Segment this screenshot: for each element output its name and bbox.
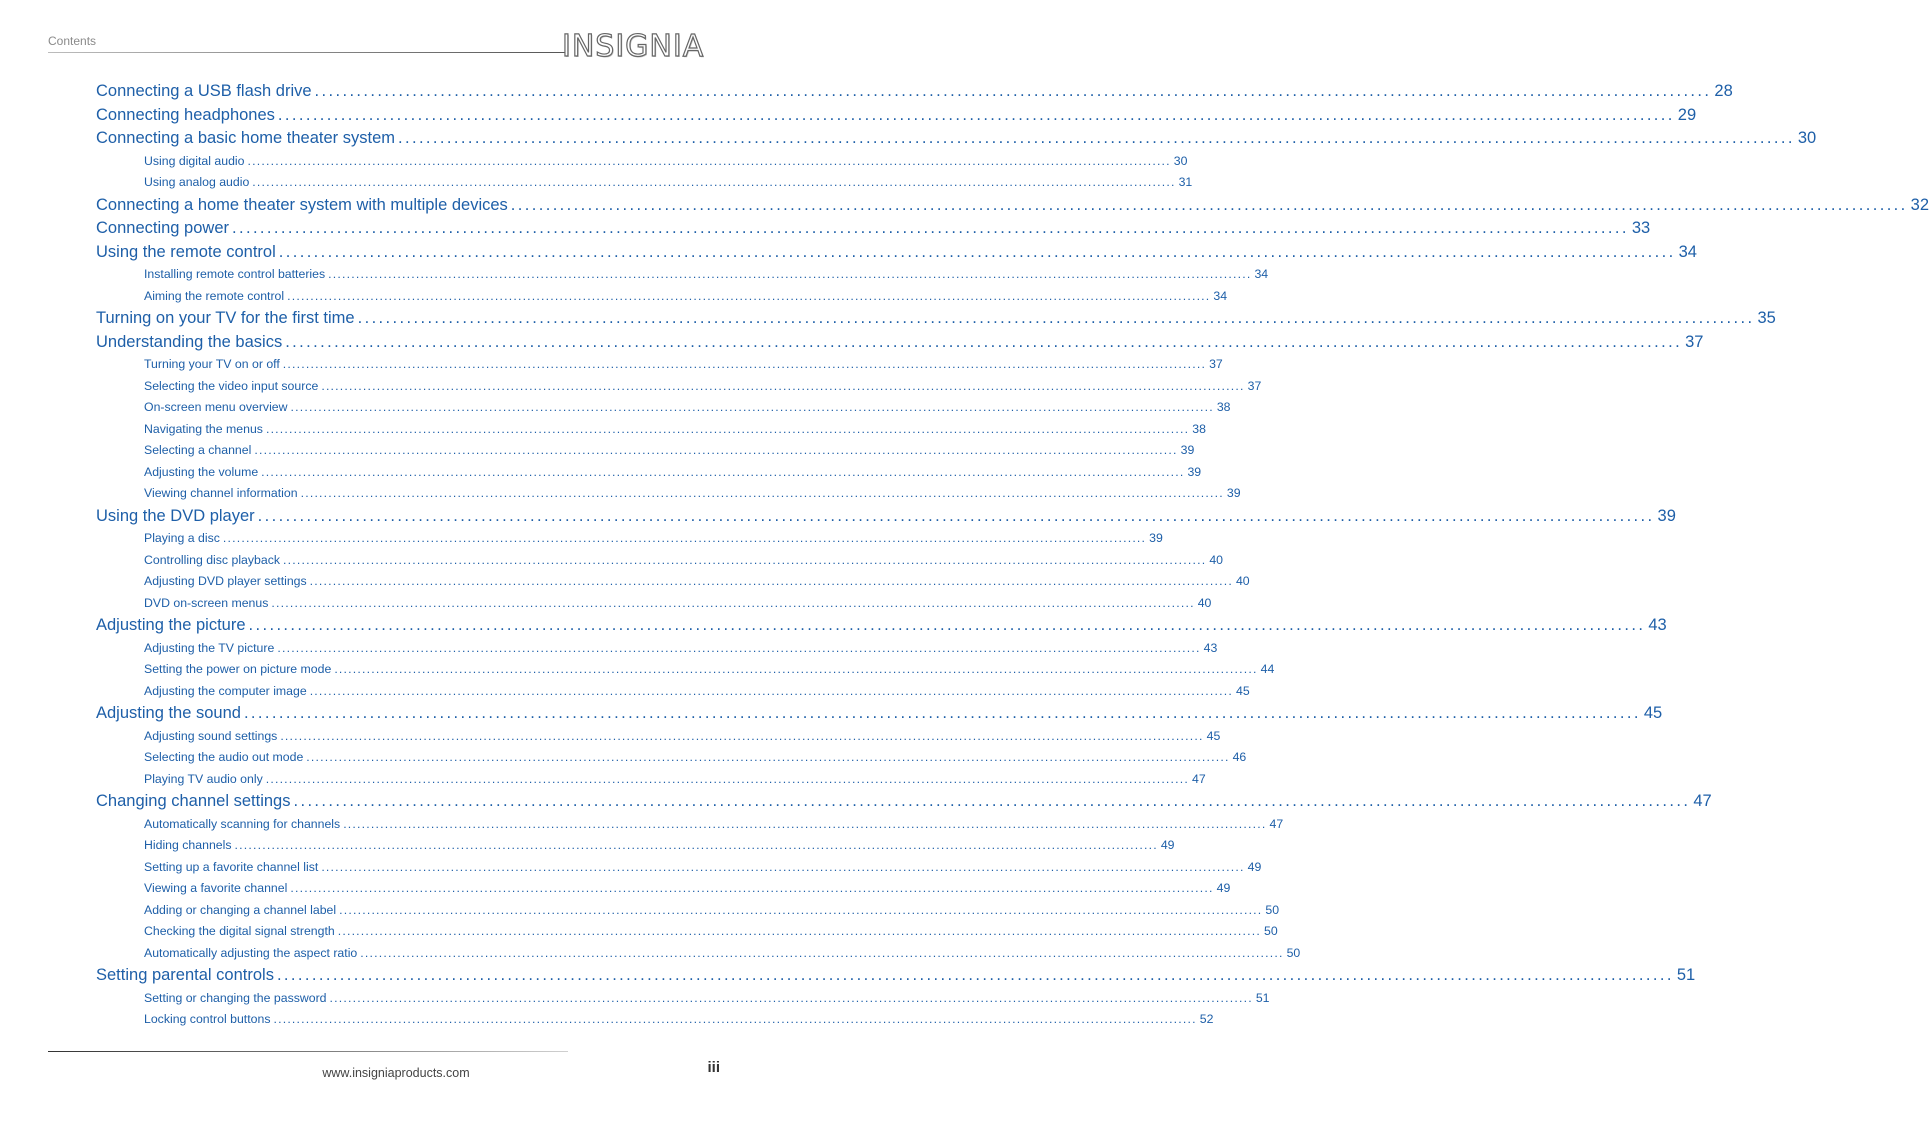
toc-entry-subsection[interactable] [96,571,1250,593]
dot-leader: ........................................................................................................................................................................................................ [261,464,1185,479]
dot-leader: ........................................................................................................................................................................................................ [280,728,1204,743]
toc-entry-page: 40 [1235,574,1250,588]
toc-entry-subsection[interactable] [96,726,1221,748]
toc-entry-page: 35 [1757,309,1776,327]
toc-entry-subsection[interactable] [96,921,1278,943]
dot-leader: ........................................................................................................................................................................................................ [278,242,1676,261]
toc-entry-subsection[interactable] [96,528,1163,550]
toc-entry-subsection[interactable] [96,814,1284,836]
toc-entry-section[interactable] [96,217,1651,241]
toc-entry-subsection[interactable] [96,172,1193,194]
toc-entry-title: Playing a disc [144,531,220,545]
toc-entry-page: 39 [1149,531,1163,545]
dot-leader: ........................................................................................................................................................................................................ [257,506,1655,525]
toc-entry-section[interactable] [96,790,1712,814]
toc-entry-page: 29 [1677,105,1697,124]
toc-entry-subsection[interactable] [96,857,1262,879]
toc-entry-subsection[interactable] [96,638,1218,660]
toc-entry-title: Adjusting sound settings [144,728,278,743]
toc-entry-subsection[interactable] [96,878,1231,900]
dot-leader: ........................................................................................................................................................................................................ [334,662,1258,676]
toc-entry-page: 50 [1265,902,1280,917]
dot-leader: ........................................................................................................................................................................................................ [357,309,1755,327]
toc-entry-page: 39 [1187,464,1202,479]
dot-leader: ........................................................................................................................................................................................................ [510,195,1908,214]
toc-entry-title: Using the remote control [96,242,276,261]
toc-entry-title: Checking the digital signal strength [144,924,335,938]
toc-entry-page: 31 [1178,175,1193,189]
dot-leader: ........................................................................................................................................................................................................ [300,486,1224,500]
dot-leader: ........................................................................................................................................................................................................ [265,421,1190,436]
toc-entry-section[interactable] [96,307,1776,331]
toc-entry-page: 30 [1173,153,1188,168]
dot-leader: ........................................................................................................................................................................................................ [276,966,1674,984]
insignia-logo: INSIGNIA [562,29,705,64]
toc-entry-section[interactable] [96,702,1663,726]
toc-entry-section[interactable] [96,614,1667,638]
toc-entry-title: Viewing channel information [144,486,298,500]
dot-leader: ........................................................................................................................................................................................................ [309,683,1233,698]
toc-entry-title: Adjusting the picture [96,616,246,634]
toc-entry-title: Using the DVD player [96,506,255,525]
toc-entry-page: 50 [1286,945,1301,960]
dot-leader: ........................................................................................................................................................................................................ [247,153,1171,168]
toc-entry-section[interactable] [96,331,1704,355]
dot-leader: ........................................................................................................................................................................................................ [254,443,1178,457]
toc-entry-page: 44 [1260,662,1275,676]
toc-entry-title: Using digital audio [144,153,245,168]
dot-leader: ........................................................................................................................................................................................................ [398,129,1795,147]
toc-entry-subsection[interactable] [96,286,1228,308]
toc-entry-section[interactable] [96,104,1697,128]
toc-entry-title: Changing channel settings [96,792,291,810]
toc-entry-subsection[interactable] [96,440,1195,462]
toc-entry-page: 43 [1648,616,1667,634]
toc-entry-subsection[interactable] [96,550,1224,572]
toc-entry-subsection[interactable] [96,354,1223,376]
table-of-contents [96,80,1929,1031]
toc-entry-page: 34 [1254,267,1269,281]
dot-leader: ........................................................................................................................................................................................................ [314,82,1712,100]
dot-leader: ........................................................................................................................................................................................................ [282,357,1207,371]
toc-entry-title: Aiming the remote control [144,288,285,303]
toc-entry-title: Installing remote control batteries [144,267,326,281]
toc-entry-page: 50 [1264,924,1278,938]
toc-entry-title: Setting parental controls [96,966,274,984]
toc-entry-title: Connecting a USB flash drive [96,82,312,100]
dot-leader: ........................................................................................................................................................................................................ [243,704,1641,722]
toc-entry-subsection[interactable] [96,769,1206,791]
dot-leader: ........................................................................................................................................................................................................ [287,288,1211,303]
dot-leader: ........................................................................................................................................................................................................ [360,945,1284,960]
toc-entry-title: Connecting power [96,219,229,237]
dot-leader: ........................................................................................................................................................................................................ [343,816,1267,831]
toc-entry-page: 40 [1209,552,1224,567]
toc-entry-page: 47 [1269,816,1284,831]
dot-leader: ........................................................................................................................................................................................................ [290,881,1214,895]
dot-leader: ........................................................................................................................................................................................................ [277,105,1675,124]
toc-entry-subsection[interactable] [96,397,1231,419]
toc-entry-title: Hiding channels [144,838,232,852]
toc-entry-title: Connecting a basic home theater system [96,129,395,147]
toc-entry-title: Selecting the audio out mode [144,750,304,764]
toc-entry-page: 51 [1255,990,1270,1005]
running-header: Contents [48,34,97,48]
dot-leader: ........................................................................................................................................................................................................ [252,175,1176,189]
toc-entry-subsection[interactable] [96,835,1175,857]
toc-entry-page: 37 [1209,357,1223,371]
toc-entry-title: Adding or changing a channel label [144,902,337,917]
toc-entry-subsection[interactable] [96,462,1202,484]
toc-entry-page: 37 [1685,332,1704,351]
toc-entry-page: 30 [1797,129,1817,147]
toc-entry-page: 32 [1910,195,1929,214]
toc-entry-title: Connecting a home theater system with multiple devices [96,195,508,214]
toc-entry-subsection[interactable] [96,593,1212,615]
toc-entry-page: 49 [1216,881,1231,895]
toc-entry-title: Understanding the basics [96,332,283,351]
toc-entry-section[interactable] [96,505,1676,529]
toc-entry-page: 47 [1693,792,1712,810]
toc-entry-page: 45 [1206,728,1221,743]
dot-leader: ........................................................................................................................................................................................................ [232,219,1629,237]
toc-entry-page: 34 [1678,242,1697,261]
toc-entry-page: 39 [1657,506,1676,525]
toc-entry-subsection[interactable] [96,900,1280,922]
toc-entry-title: Adjusting the sound [96,704,241,722]
toc-entry-title: Playing TV audio only [144,771,263,786]
toc-entry-subsection[interactable] [96,681,1250,703]
toc-entry-section[interactable] [96,964,1696,988]
toc-entry-page: 47 [1192,771,1206,786]
toc-entry-title: Automatically scanning for channels [144,816,341,831]
toc-entry-section[interactable] [96,194,1929,218]
toc-entry-page: 34 [1213,288,1228,303]
toc-entry-title: Setting the power on picture mode [144,662,332,676]
toc-entry-subsection[interactable] [96,943,1301,965]
toc-entry-title: Turning your TV on or off [144,357,280,371]
toc-entry-title: Viewing a favorite channel [144,881,288,895]
toc-entry-subsection[interactable] [96,376,1262,398]
toc-entry-title: Adjusting DVD player settings [144,574,307,588]
toc-entry-title: Turning on your TV for the first time [96,309,355,327]
dot-leader: ........................................................................................................................................................................................................ [290,400,1214,414]
toc-entry-title: On-screen menu overview [144,400,288,414]
dot-leader: ........................................................................................................................................................................................................ [234,838,1158,852]
header-rule [48,52,568,53]
dot-leader: ........................................................................................................................................................................................................ [321,859,1245,874]
dot-leader: ........................................................................................................................................................................................................ [306,750,1230,764]
toc-entry-page: 39 [1226,486,1241,500]
toc-entry-title: Selecting a channel [144,443,252,457]
toc-entry-title: Locking control buttons [144,1012,271,1026]
dot-leader: ........................................................................................................................................................................................................ [283,552,1207,567]
toc-entry-page: 38 [1192,421,1206,436]
toc-entry-title: DVD on-screen menus [144,595,269,610]
dot-leader: ........................................................................................................................................................................................................ [309,574,1233,588]
footer-url[interactable]: www.insigniaproducts.com [322,1066,470,1080]
toc-entry-subsection[interactable] [96,483,1241,505]
dot-leader: ........................................................................................................................................................................................................ [321,378,1245,393]
toc-entry-title: Adjusting the computer image [144,683,307,698]
toc-entry-page: 45 [1643,704,1663,722]
toc-entry-page: 37 [1247,378,1262,393]
dot-leader: ........................................................................................................................................................................................................ [285,332,1683,351]
toc-entry-subsection[interactable] [96,264,1269,286]
dot-leader: ........................................................................................................................................................................................................ [328,267,1252,281]
toc-entry-page: 45 [1235,683,1250,698]
dot-leader: ........................................................................................................................................................................................................ [248,616,1646,634]
toc-entry-page: 33 [1631,219,1651,237]
toc-entry-title: Adjusting the TV picture [144,640,275,655]
toc-entry-subsection[interactable] [96,659,1275,681]
toc-entry-subsection[interactable] [96,747,1247,769]
dot-leader: ........................................................................................................................................................................................................ [339,902,1263,917]
toc-entry-page: 28 [1714,82,1733,100]
toc-entry-subsection[interactable] [96,419,1206,441]
page-number: iii [707,1059,720,1076]
dot-leader: ........................................................................................................................................................................................................ [265,771,1190,786]
toc-entry-page: 51 [1676,966,1696,984]
toc-entry-title: Setting up a favorite channel list [144,859,319,874]
toc-entry-section[interactable] [96,127,1817,151]
toc-entry-title: Setting or changing the password [144,990,327,1005]
dot-leader: ........................................................................................................................................................................................................ [277,640,1201,655]
toc-entry-title: Selecting the video input source [144,378,319,393]
toc-entry-page: 46 [1232,750,1247,764]
toc-entry-page: 43 [1203,640,1218,655]
dot-leader: ........................................................................................................................................................................................................ [271,595,1195,610]
dot-leader: ........................................................................................................................................................................................................ [273,1012,1197,1026]
toc-entry-section[interactable] [96,80,1733,104]
toc-entry-title: Adjusting the volume [144,464,259,479]
toc-entry-title: Connecting headphones [96,105,275,124]
footer-rule [48,1051,568,1052]
toc-entry-subsection[interactable] [96,151,1188,173]
toc-entry-title: Controlling disc playback [144,552,281,567]
toc-entry-title: Navigating the menus [144,421,263,436]
toc-entry-page: 38 [1216,400,1231,414]
toc-entry-page: 49 [1160,838,1175,852]
toc-entry-page: 39 [1180,443,1195,457]
toc-entry-subsection[interactable] [96,1009,1214,1031]
dot-leader: ........................................................................................................................................................................................................ [337,924,1262,938]
toc-entry-section[interactable] [96,241,1697,265]
toc-entry-page: 40 [1197,595,1212,610]
dot-leader: ........................................................................................................................................................................................................ [293,792,1691,810]
toc-entry-page: 52 [1199,1012,1214,1026]
toc-entry-page: 49 [1247,859,1262,874]
toc-entry-subsection[interactable] [96,988,1270,1010]
toc-entry-title: Using analog audio [144,175,250,189]
dot-leader: ........................................................................................................................................................................................................ [329,990,1253,1005]
dot-leader: ........................................................................................................................................................................................................ [222,531,1147,545]
toc-entry-title: Automatically adjusting the aspect ratio [144,945,358,960]
